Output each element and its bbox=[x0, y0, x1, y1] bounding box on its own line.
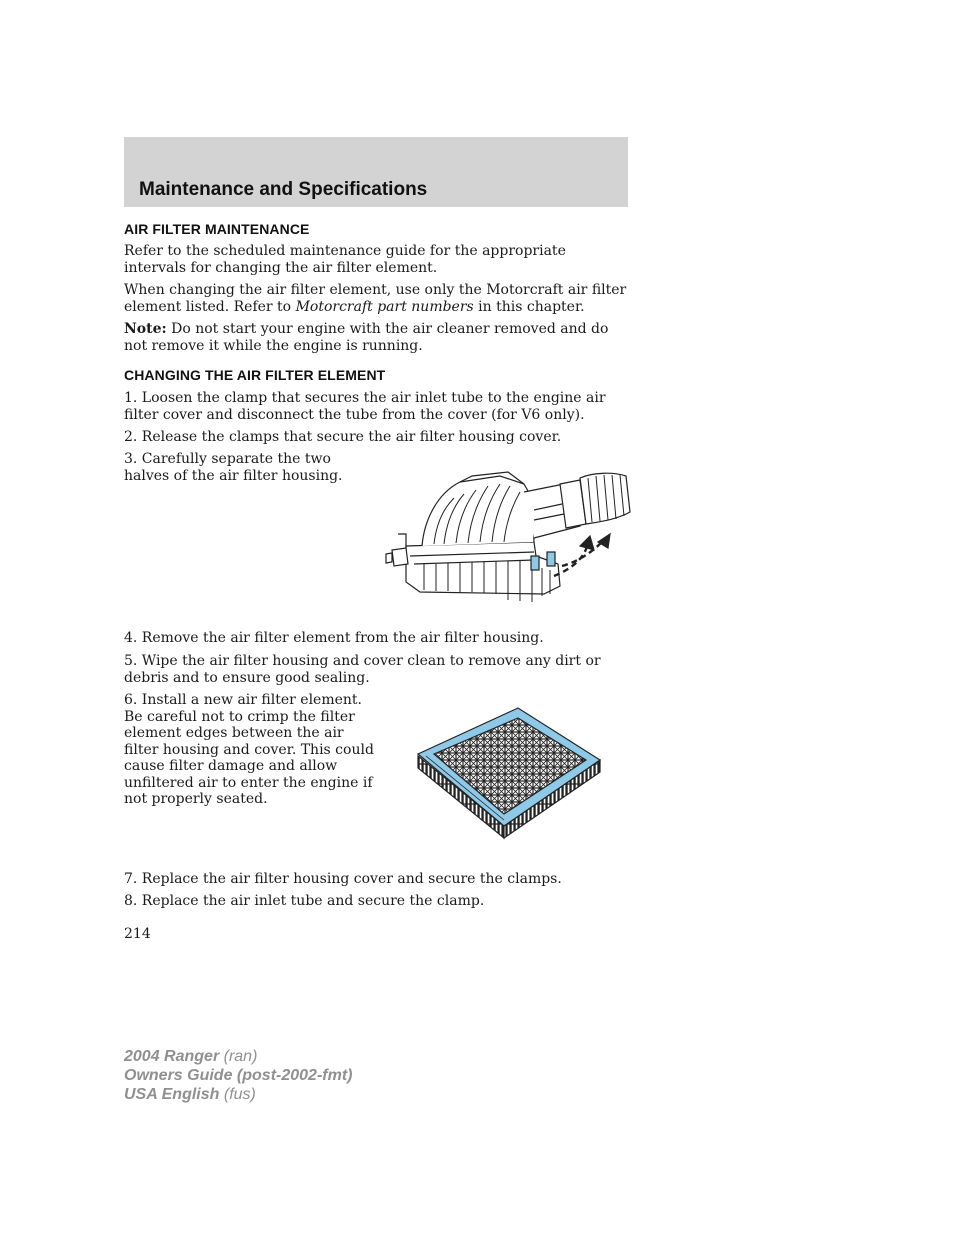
step-7: 7. Replace the air filter housing cover and secure the clamps. bbox=[124, 871, 562, 887]
air-filter-housing-illustration bbox=[384, 464, 632, 608]
footer-line-3 bbox=[124, 1085, 352, 1104]
footer-line-2 bbox=[124, 1066, 352, 1085]
page-title: Maintenance and Specifications bbox=[139, 179, 428, 200]
note-label: Note: bbox=[124, 321, 167, 337]
note-paragraph bbox=[124, 321, 630, 354]
step-6: 6. Install a new air filter element. Be careful not to crimp the filter element edges between the air filter housing and cover. This could cause filter damage and allow unfiltered air to enter the engine if not properly seated. bbox=[124, 692, 374, 807]
footer-line-1 bbox=[124, 1047, 352, 1066]
section-header-band bbox=[124, 137, 628, 207]
step-2: 2. Release the clamps that secure the air filter housing cover. bbox=[124, 429, 562, 445]
paragraph-motorcraft-end: in this chapter. bbox=[473, 298, 585, 315]
document-footer bbox=[124, 1047, 352, 1104]
air-filter-element-illustration bbox=[414, 704, 604, 840]
footer-model: 2004 Ranger bbox=[124, 1048, 220, 1065]
heading-air-filter-maintenance: AIR FILTER MAINTENANCE bbox=[124, 221, 310, 237]
step-1: 1. Loosen the clamp that secures the air inlet tube to the engine air filter cover and disconnect the tube from the cover (for V6 only). bbox=[124, 390, 606, 423]
footer-language: USA English bbox=[124, 1086, 220, 1103]
footer-model-code: (ran) bbox=[219, 1048, 258, 1065]
paragraph-motorcraft bbox=[124, 282, 630, 315]
step-3: 3. Carefully separate the two halves of the air filter housing. bbox=[124, 451, 343, 484]
page-number: 214 bbox=[124, 926, 151, 942]
note-text: Do not start your engine with the air cleaner removed and do not remove it while the engine is running. bbox=[124, 321, 609, 354]
step-4: 4. Remove the air filter element from the air filter housing. bbox=[124, 630, 544, 646]
footer-guide: Owners Guide (post-2002-fmt) bbox=[124, 1067, 353, 1084]
step-8: 8. Replace the air inlet tube and secure the clamp. bbox=[124, 893, 485, 909]
paragraph-intervals: Refer to the scheduled maintenance guide for the appropriate intervals for changing the air filter element. bbox=[124, 243, 566, 276]
paragraph-motorcraft-start: When changing the air filter element, use only the Motorcraft air filter element listed. Refer to bbox=[124, 282, 627, 315]
footer-language-code: (fus) bbox=[219, 1086, 256, 1103]
step-5: 5. Wipe the air filter housing and cover clean to remove any dirt or debris and to ensure good sealing. bbox=[124, 653, 601, 686]
motorcraft-part-numbers-reference: Motorcraft part numbers bbox=[295, 298, 474, 315]
heading-changing-air-filter: CHANGING THE AIR FILTER ELEMENT bbox=[124, 367, 386, 383]
